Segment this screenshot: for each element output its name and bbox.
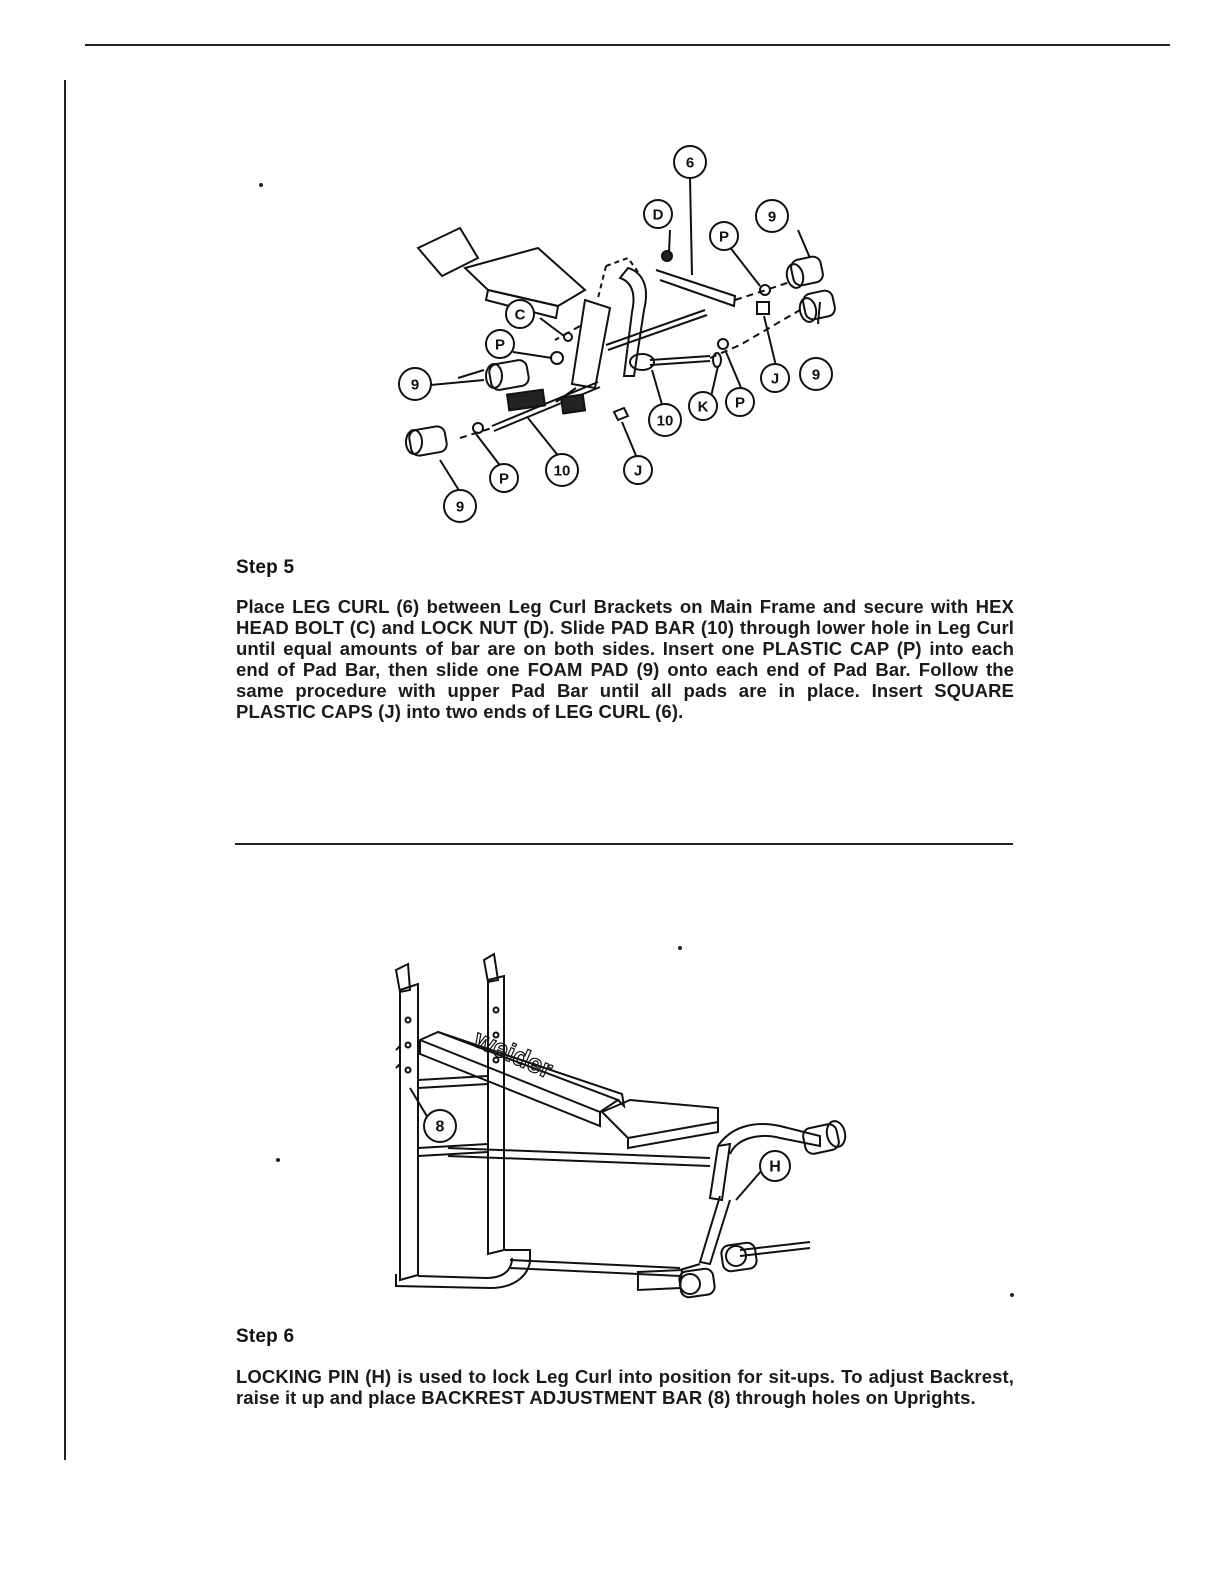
- label-P-top: P: [718, 228, 730, 246]
- scan-speck: [276, 1158, 280, 1162]
- top-rule: [85, 44, 1170, 46]
- label-10-upper: 10: [656, 412, 674, 430]
- label-K: K: [697, 398, 709, 416]
- section-divider: [235, 843, 1013, 845]
- scan-speck: [678, 946, 682, 950]
- label-8: 8: [435, 1118, 445, 1136]
- label-6: 6: [685, 154, 695, 172]
- label-P-bottom: P: [498, 470, 510, 488]
- weider-logo: weider: [469, 1023, 558, 1085]
- step-5-text: Place LEG CURL (6) between Leg Curl Brackets on Main Frame and secure with HEX HEAD BOLT (C) and LOCK NUT (D). Slide PAD BAR (10) through lower hole in Leg Curl until equal amounts of bar are on both sides. Insert one PLASTIC CAP (P) into each end of Pad Bar, then slide one FOAM PAD (9) onto each end of Pad Bar. Follow the same procedure with upper Pad Bar until all pads are in place. Insert SQUARE PLASTIC CAPS (J) into two ends of LEG CURL (6).: [236, 596, 1014, 722]
- step-5-title: Step 5: [236, 557, 295, 578]
- scan-speck: [259, 183, 263, 187]
- label-P-left: P: [494, 336, 506, 354]
- label-P-right: P: [734, 394, 746, 412]
- label-J-bottom: J: [633, 462, 643, 480]
- label-10-lower: 10: [553, 462, 571, 480]
- scan-speck: [1010, 1293, 1014, 1297]
- label-H: H: [769, 1158, 781, 1176]
- label-C: C: [514, 306, 526, 324]
- leg-curl-exploded-diagram: [380, 140, 860, 540]
- label-9-left: 9: [410, 376, 420, 394]
- label-9-right: 9: [811, 366, 821, 384]
- assembled-bench-diagram: [380, 950, 870, 1330]
- label-D: D: [652, 206, 664, 224]
- step-6-text: LOCKING PIN (H) is used to lock Leg Curl into position for sit-ups. To adjust Backrest, raise it up and place BACKREST ADJUSTMENT BAR (8) through holes on Uprights.: [236, 1366, 1014, 1408]
- left-margin-rule: [64, 80, 66, 1460]
- step-6-title: Step 6: [236, 1326, 295, 1347]
- label-9-bottom: 9: [455, 498, 465, 516]
- label-9-top: 9: [767, 208, 777, 226]
- label-J-right: J: [770, 370, 780, 388]
